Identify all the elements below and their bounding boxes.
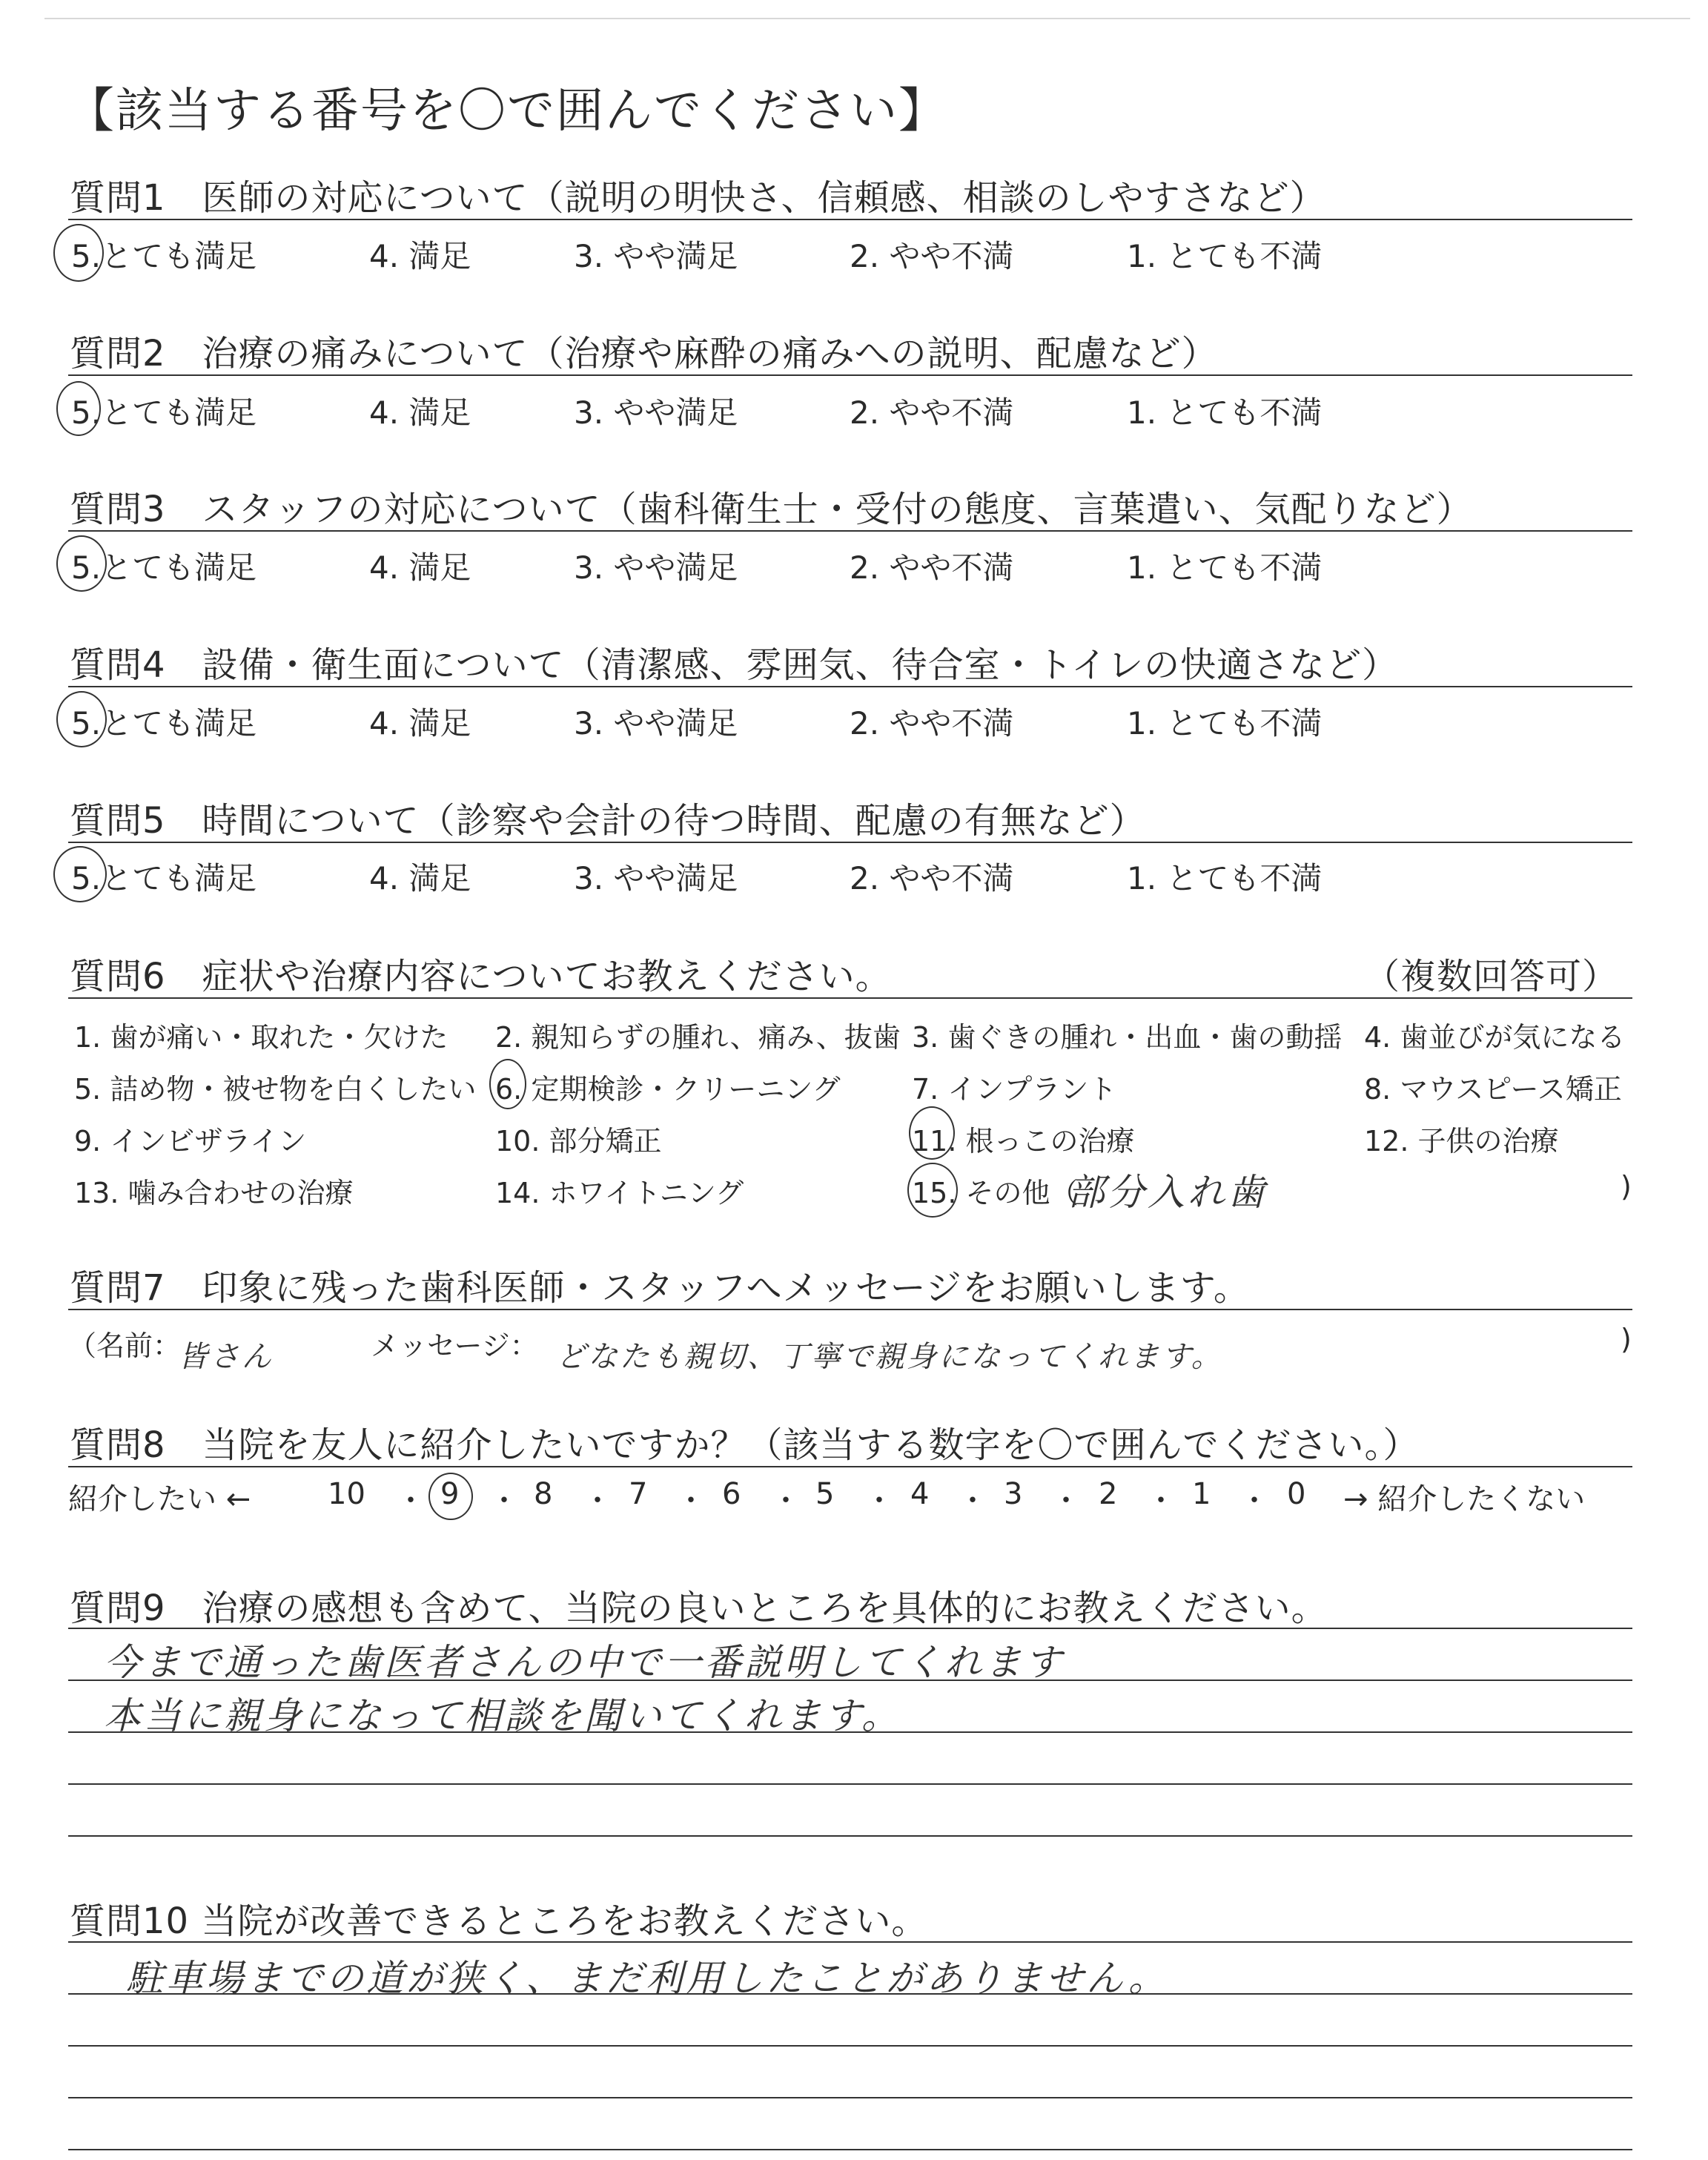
scale-value[interactable]: 1 [1192, 1477, 1211, 1511]
symptom-item[interactable]: 4. 歯並びが気になる [1364, 1021, 1626, 1054]
answer-circle [53, 846, 107, 902]
scale-value[interactable]: 3 [1004, 1477, 1023, 1511]
answer-circle [56, 691, 107, 747]
answer-line [68, 2045, 1632, 2047]
symptom-item[interactable]: 9. インビザライン [74, 1125, 307, 1157]
symptom-item[interactable]: 7. インプラント [912, 1073, 1117, 1106]
scale-value[interactable]: 4 [910, 1477, 930, 1511]
option-5[interactable]: 5.とても満足 [71, 860, 257, 896]
symptom-item[interactable]: 5. 詰め物・被せ物を白くしたい [74, 1073, 477, 1106]
scale-value[interactable]: 2 [1099, 1477, 1118, 1511]
dot: ・ [864, 1484, 894, 1518]
option-5[interactable]: 5.とても満足 [71, 238, 257, 274]
option-4[interactable]: 4. 満足 [369, 394, 471, 431]
scale-value[interactable]: 8 [534, 1477, 553, 1511]
symptom-item[interactable]: 11. 根っこの治療 [912, 1125, 1135, 1157]
dot: ・ [489, 1484, 519, 1518]
message-close-paren: ) [1621, 1323, 1632, 1355]
name-handwritten: 皆さん [178, 1340, 274, 1374]
question-1-rule [68, 219, 1632, 220]
option-2[interactable]: 2. やや不満 [850, 705, 1014, 742]
option-5[interactable]: 5.とても満足 [71, 549, 257, 586]
symptom-item[interactable]: 14. ホワイトニング [495, 1177, 744, 1209]
page-title: 【該当する番号を〇で囲んでください】 [67, 84, 947, 139]
symptom-item[interactable]: 6. 定期検診・クリーニング [495, 1073, 841, 1106]
dot: ・ [676, 1484, 706, 1518]
question-4-title: 質問4 設備・衛生面について（清潔感、雰囲気、待合室・トイレの快適さなど） [70, 644, 1399, 686]
dot: ・ [1146, 1484, 1176, 1518]
scale-value[interactable]: 5 [815, 1477, 835, 1511]
option-1[interactable]: 1. とても不満 [1127, 549, 1323, 586]
option-3[interactable]: 3. やや満足 [574, 705, 738, 742]
multiple-answers-note: （複数回答可） [1364, 956, 1619, 997]
question-9-title: 質問9 治療の感想も含めて、当院の良いところを具体的にお教えください。 [70, 1588, 1328, 1629]
question-6-title: 質問6 症状や治療内容についてお教えください。 [70, 956, 892, 997]
option-1[interactable]: 1. とても不満 [1127, 238, 1323, 274]
question-2-title: 質問2 治療の痛みについて（治療や麻酔の痛みへの説明、配慮など） [70, 333, 1218, 374]
symptom-item[interactable]: 10. 部分矯正 [495, 1125, 662, 1157]
option-4[interactable]: 4. 満足 [369, 860, 471, 896]
option-3[interactable]: 3. やや満足 [574, 238, 738, 274]
answer-line [68, 1628, 1632, 1629]
option-3[interactable]: 3. やや満足 [574, 860, 738, 896]
option-1[interactable]: 1. とても不満 [1127, 705, 1323, 742]
option-3[interactable]: 3. やや満足 [574, 394, 738, 431]
question-8-rule [68, 1466, 1632, 1467]
scale-value[interactable]: 10 [328, 1477, 365, 1511]
question-4-rule [68, 686, 1632, 687]
top-border [44, 18, 1690, 19]
question-2-rule [68, 374, 1632, 376]
symptom-item[interactable]: 15. その他（ [912, 1177, 1079, 1209]
answer-handwritten: 今まで通った歯医者さんの中で一番説明してくれます [104, 1641, 1065, 1684]
message-handwritten: どなたも親切、丁寧で親身になってくれます。 [556, 1340, 1223, 1374]
answer-circle [56, 535, 107, 592]
answer-handwritten: 本当に親身になって相談を聞いてくれます。 [104, 1694, 901, 1737]
scale-right-label: → 紹介したくない [1343, 1482, 1586, 1516]
question-5-rule [68, 842, 1632, 843]
question-6-rule [68, 997, 1632, 999]
answer-circle [56, 381, 101, 436]
answer-line [68, 2097, 1632, 2098]
dot: ・ [771, 1484, 801, 1518]
dot: ・ [396, 1484, 426, 1518]
option-2[interactable]: 2. やや不満 [850, 549, 1014, 586]
option-1[interactable]: 1. とても不満 [1127, 394, 1323, 431]
option-2[interactable]: 2. やや不満 [850, 238, 1014, 274]
option-4[interactable]: 4. 満足 [369, 238, 471, 274]
other-handwritten: 部分入れ歯 [1068, 1171, 1268, 1214]
question-10-title: 質問10 当院が改善できるところをお教えください。 [70, 1900, 928, 1942]
scale-value[interactable]: 7 [629, 1477, 648, 1511]
option-2[interactable]: 2. やや不満 [850, 860, 1014, 896]
symptom-item[interactable]: 2. 親知らずの腫れ、痛み、抜歯 [495, 1021, 901, 1054]
option-2[interactable]: 2. やや不満 [850, 394, 1014, 431]
answer-line [68, 1783, 1632, 1785]
dot: ・ [583, 1484, 612, 1518]
question-7-rule [68, 1309, 1632, 1310]
symptom-item[interactable]: 1. 歯が痛い・取れた・欠けた [74, 1021, 448, 1054]
dot: ・ [958, 1484, 987, 1518]
answer-line [68, 2149, 1632, 2150]
scale-value[interactable]: 9 [440, 1477, 460, 1511]
dot: ・ [1239, 1484, 1269, 1518]
option-4[interactable]: 4. 満足 [369, 705, 471, 742]
answer-circle [909, 1106, 955, 1160]
answer-circle [489, 1059, 526, 1109]
scale-value[interactable]: 0 [1287, 1477, 1306, 1511]
message-label: メッセージ： [371, 1330, 538, 1362]
other-close-paren: ) [1621, 1170, 1632, 1203]
question-5-title: 質問5 時間について（診察や会計の待つ時間、配慮の有無など） [70, 800, 1146, 842]
symptom-item[interactable]: 8. マウスピース矯正 [1364, 1073, 1622, 1106]
dot: ・ [1051, 1484, 1081, 1518]
symptom-item[interactable]: 13. 噛み合わせの治療 [74, 1177, 354, 1209]
scale-left-label: 紹介したい ← [68, 1482, 251, 1516]
symptom-item[interactable]: 12. 子供の治療 [1364, 1125, 1559, 1157]
answer-circle [907, 1163, 958, 1218]
name-label: （名前： [68, 1330, 182, 1362]
option-4[interactable]: 4. 満足 [369, 549, 471, 586]
question-3-title: 質問3 スタッフの対応について（歯科衛生士・受付の態度、言葉遣い、気配りなど） [70, 489, 1473, 530]
option-5[interactable]: 5.とても満足 [71, 394, 257, 431]
option-1[interactable]: 1. とても不満 [1127, 860, 1323, 896]
question-8-title: 質問8 当院を友人に紹介したいですか？（該当する数字を〇で囲んでください。） [70, 1424, 1420, 1466]
option-3[interactable]: 3. やや満足 [574, 549, 738, 586]
question-3-rule [68, 530, 1632, 532]
question-1-title: 質問1 医師の対応について（説明の明快さ、信頼感、相談のしやすさなど） [70, 177, 1326, 219]
scale-value[interactable]: 6 [722, 1477, 741, 1511]
answer-circle [53, 224, 104, 282]
answer-circle [428, 1473, 473, 1520]
answer-line [68, 1941, 1632, 1943]
option-5[interactable]: 5.とても満足 [71, 705, 257, 742]
answer-line [68, 1835, 1632, 1837]
answer-handwritten: 駐車場までの道が狭く、まだ利用したことがありません。 [126, 1957, 1168, 2000]
symptom-item[interactable]: 3. 歯ぐきの腫れ・出血・歯の動揺 [912, 1021, 1343, 1054]
question-7-title: 質問7 印象に残った歯科医師・スタッフへメッセージをお願いします。 [70, 1267, 1250, 1309]
